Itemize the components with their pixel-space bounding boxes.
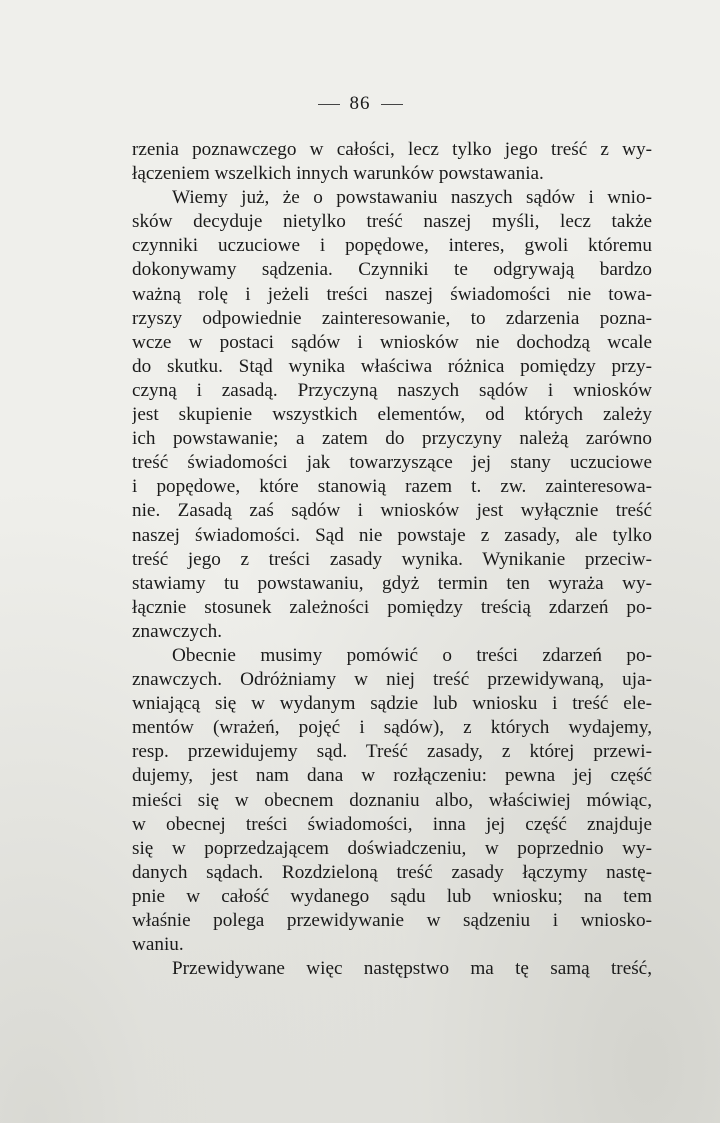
text-line: dokonywamy sądzenia. Czynniki te odgrywają bardzo xyxy=(132,259,652,281)
page-number: 86 xyxy=(349,93,371,114)
text-line: czyną i zasadą. Przyczyną naszych sądów i wniosków xyxy=(132,379,652,401)
text-line: ważną rolę i jeżeli treści naszej świadomości nie towa- xyxy=(132,283,652,305)
text-line: waniu. xyxy=(132,934,184,956)
page-header xyxy=(0,93,720,115)
text-line: w obecnej treści świadomości, inna jej część znajduje xyxy=(132,813,652,835)
text-line: rzenia poznawczego w całości, lecz tylko jego treść z wy- xyxy=(132,139,652,160)
header-dash-left xyxy=(318,104,340,105)
text-line: znawczych. Odróżniamy w niej treść przewidywaną, uja- xyxy=(132,669,652,691)
text-line: znawczych. xyxy=(132,620,223,642)
text-line: treść świadomości jak towarzyszące jej stany uczuciowe xyxy=(132,452,652,474)
text-line: Wiemy już, że o powstawaniu naszych sądów i wnio- xyxy=(172,187,652,209)
text-line: mentów (wrażeń, pojęć i sądów), z których wydajemy, xyxy=(132,717,652,739)
text-line: dujemy, jest nam dana w rozłączeniu: pewna jej część xyxy=(132,765,652,787)
text-line: sków decyduje nietylko treść naszej myśli, lecz także xyxy=(132,211,652,233)
text-line: naszej świadomości. Sąd nie powstaje z zasady, ale tylko xyxy=(132,524,652,546)
text-line: pnie w całość wydanego sądu lub wniosku; na tem xyxy=(132,885,652,907)
text-line: jest skupienie wszystkich elementów, od których zależy xyxy=(132,404,652,426)
text-line: nie. Zasadą zaś sądów i wniosków jest wyłącznie treść xyxy=(132,500,652,522)
text-line: mieści się w obecnem doznaniu albo, właściwiej mówiąc, xyxy=(132,789,652,811)
text-line: wcze w postaci sądów i wniosków nie dochodzą wcale xyxy=(132,331,652,353)
header-dash-right xyxy=(381,104,403,105)
text-line: stawiamy tu powstawaniu, gdyż termin ten wyraża wy- xyxy=(132,572,652,594)
text-line: danych sądach. Rozdzieloną treść zasady łączymy nastę- xyxy=(132,861,652,883)
text-line: Przewidywane więc następstwo ma tę samą treść, xyxy=(172,958,652,980)
text-line: się w poprzedzającem doświadczeniu, w poprzednio wy- xyxy=(132,837,652,859)
text-line: i popędowe, które stanowią razem t. zw. zainteresowa- xyxy=(132,476,652,498)
text-line: właśnie polega przewidywanie w sądzeniu i wniosko- xyxy=(132,910,652,931)
text-line: łączeniem wszelkich innych warunków powstawania. xyxy=(132,163,544,185)
text-line: resp. przewidujemy sąd. Treść zasady, z której przewi- xyxy=(132,741,652,763)
text-line: czynniki uczuciowe i popędowe, interes, gwoli któremu xyxy=(132,235,652,257)
text-line: do skutku. Stąd wynika właściwa różnica pomiędzy przy- xyxy=(132,355,652,377)
text-line: rzyszy odpowiednie zainteresowanie, to zdarzenia pozna- xyxy=(132,307,652,329)
text-line: łącznie stosunek zależności pomiędzy treścią zdarzeń po- xyxy=(132,596,652,618)
text-line: ich powstawanie; a zatem do przyczyny należą zarówno xyxy=(132,428,652,450)
text-line: wniającą się w wydanym sądzie lub wniosku i treść ele- xyxy=(132,693,652,715)
text-line: Obecnie musimy pomówić o treści zdarzeń po- xyxy=(172,644,652,666)
text-line: treść jego z treści zasady wynika. Wynikanie przeciw- xyxy=(132,548,652,570)
body-text xyxy=(132,138,652,981)
